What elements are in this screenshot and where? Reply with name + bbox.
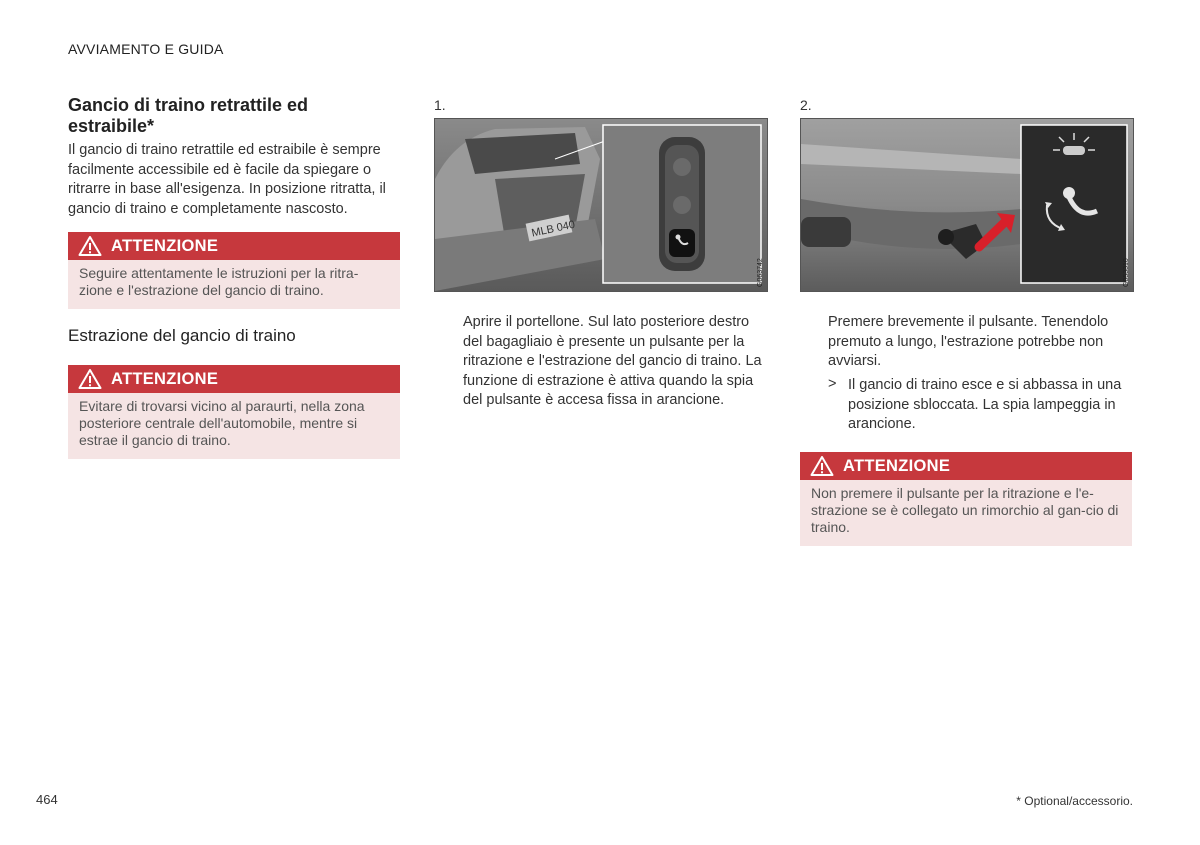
warning-header-3 [800,452,1132,480]
warning-title-2: ATTENZIONE [111,369,219,388]
intro-paragraph: Il gancio di traino retrattile ed estraibile è sempre facilmente accessibile ed è facile da spiegare o ritrarre in base all'esigenza. In posizione ritratta, il gancio di traino e completamente nascosto. [68,142,386,217]
step2-paragraph: Premere brevemente il pulsante. Tenendolo premuto a lungo, l'estrazione potrebbe non avviarsi. [828,314,1109,369]
footnote: * Optional/accessorio. [1016,794,1133,808]
warning-header-2 [68,365,400,393]
warning-title-1: ATTENZIONE [111,236,219,255]
step-number-2: 2. [800,97,812,113]
page-title: Gancio di traino retrattile ed estraibile* [68,95,309,136]
figure-towbar-extension [800,118,1134,292]
section-header: AVVIAMENTO E GUIDA [68,41,224,57]
warning-title-3: ATTENZIONE [843,456,951,475]
figure-tailgate-button [434,118,768,292]
figure-code-1: G063742 [757,258,764,287]
warning-header-1 [68,232,400,260]
warning-triangle-icon [810,455,834,477]
warning-box-2 [68,365,400,459]
warning-text-2: Evitare di trovarsi vicino al paraurti, nella zona posteriore centrale dell'automobile, mentre si estrae il gancio di traino. [79,398,365,448]
page-number: 464 [36,792,58,807]
towbar-illustration [801,119,1133,291]
figure-code-2: G053310 [1123,258,1130,287]
warning-box-3 [800,452,1132,546]
warning-text-1: Seguire attentamente le istruzioni per la ritra-zione e l'estrazione del gancio di traino. [79,265,359,298]
warning-text-3: Non premere il pulsante per la ritrazione e l'e-strazione se è collegato un rimorchio al gan-cio di traino. [811,485,1119,535]
result-marker: > [828,376,837,392]
tailgate-illustration [435,119,767,291]
step1-paragraph: Aprire il portellone. Sul lato posteriore destro del bagagliaio è presente un pulsante per la ritrazione e l'estrazione del gancio di traino. La funzione di estrazione è attiva quando la spia del pulsante è accesa fissa in arancione. [463,314,762,408]
warning-triangle-icon [78,235,102,257]
warning-triangle-icon [78,368,102,390]
step-number-1: 1. [434,97,446,113]
result-paragraph: Il gancio di traino esce e si abbassa in una posizione sbloccata. La spia lampeggia in arancione. [848,377,1122,432]
subheading: Estrazione del gancio di traino [68,326,296,345]
warning-box-1 [68,232,400,309]
license-plate: MLB 040 [530,218,577,240]
